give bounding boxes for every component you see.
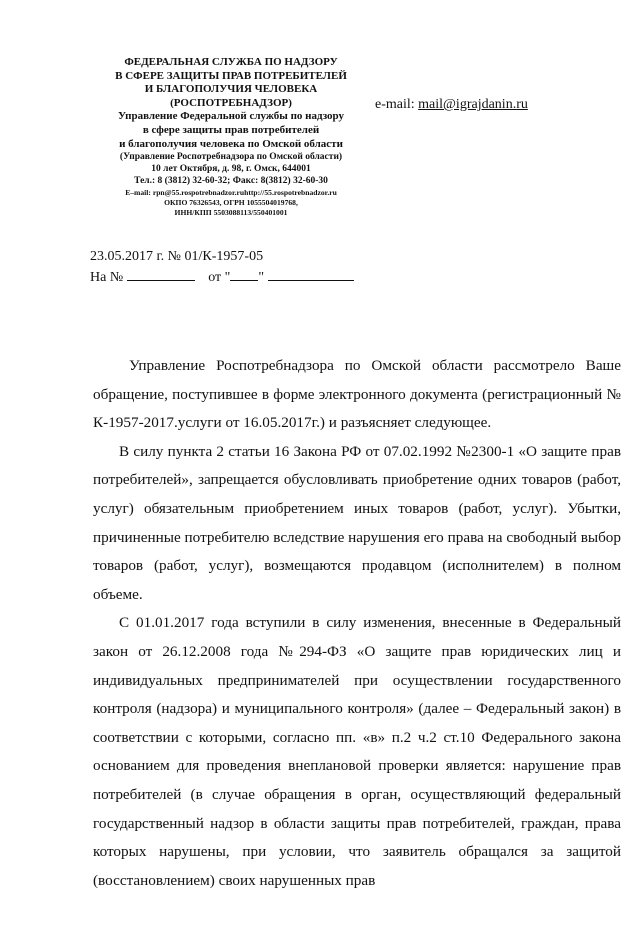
reply-number-blank: [127, 267, 195, 281]
letter-body: [93, 352, 621, 895]
reply-date-quote: ": [258, 270, 265, 285]
agency-abbreviation: (РОСПОТРЕБНАДЗОР): [170, 96, 292, 109]
department-inn-kpp: ИНН/КПП 5503088113/550401001: [174, 208, 288, 218]
department-email-website: E–mail: rpn@55.rospotrebnadzor.ruhttp://55.rospotrebnadzor.ru: [125, 188, 337, 198]
department-name-line-1: Управление Федеральной службы по надзору: [117, 110, 345, 123]
reply-month-year-blank: [268, 267, 354, 281]
department-name-line-2: в сфере защиты прав потребителей: [142, 123, 320, 136]
department-phone-fax: Тел.: 8 (3812) 32-60-32; Факс: 8(3812) 32-60-30: [134, 176, 328, 187]
reply-number-label: На №: [90, 270, 124, 285]
reply-date-label: от ": [208, 270, 231, 285]
body-paragraph-2: В силу пункта 2 статьи 16 Закона РФ от 07.02.1992 №2300-1 «О защите прав потребителей», запрещается обусловливать приобретение одних товаров (работ, услуг) обязательным приобретением иных товаров (работ, услуг). Убытки, причиненные потребителю вследствие нарушения его права на свободный выбор товаров (работ, услуг), возмещаются продавцом (исполнителем) в полном объеме.: [93, 442, 621, 603]
reply-reference: [90, 267, 354, 286]
body-paragraph-1: Управление Роспотребнадзора по Омской области рассмотрело Ваше обращение, поступившее в форме электронного документа (регистрационный № К-1957-2017.услуги от 16.05.2017г.) и разъясняет следующее.: [93, 357, 621, 432]
document-reference: 23.05.2017 г. № 01/К-1957-05: [90, 249, 264, 264]
letterhead: [72, 56, 390, 218]
body-paragraph-3: С 01.01.2017 года вступили в силу изменения, внесенные в Федеральный закон от 26.12.2008 года №294-ФЗ «О защите прав юридических лиц и индивидуальных предпринимателей при осуществлении государственного контроля (надзора) и муниципального контроля» (далее – Федеральный закон) в соответствии с которыми, согласно пп. «в» п.2 ч.2 ст.10 Федерального закона основанием для проведения внеплановой проверки является: нарушение прав потребителей (в случае обращения в орган, осуществляющий федеральный государственный надзор в области защиты прав потребителей, граждан, права которых нарушены, при условии, что заявитель обращался за защитой (восстановлением) своих нарушенных прав: [93, 614, 621, 889]
recipient-email-link[interactable]: mail@igrajdanin.ru: [418, 97, 528, 112]
recipient-email: [375, 96, 528, 114]
agency-name-line-1: ФЕДЕРАЛЬНАЯ СЛУЖБА ПО НАДЗОРУ: [124, 56, 338, 68]
agency-name-line-3: И БЛАГОПОЛУЧИЯ ЧЕЛОВЕКА: [144, 83, 318, 96]
department-okpo-ogrn: ОКПО 76326543, ОГРН 1055504019768,: [164, 198, 298, 208]
department-abbreviation: (Управление Роспотребнадзора по Омской области): [119, 152, 343, 163]
reply-day-blank: [230, 267, 258, 281]
department-name-line-3: и благополучия человека по Омской области: [119, 137, 343, 150]
agency-name-line-2: В СФЕРЕ ЗАЩИТЫ ПРАВ ПОТРЕБИТЕЛЕЙ: [115, 69, 347, 82]
recipient-email-label: e-mail:: [375, 97, 419, 112]
department-address: 10 лет Октября, д. 98, г. Омск, 644001: [151, 164, 311, 175]
